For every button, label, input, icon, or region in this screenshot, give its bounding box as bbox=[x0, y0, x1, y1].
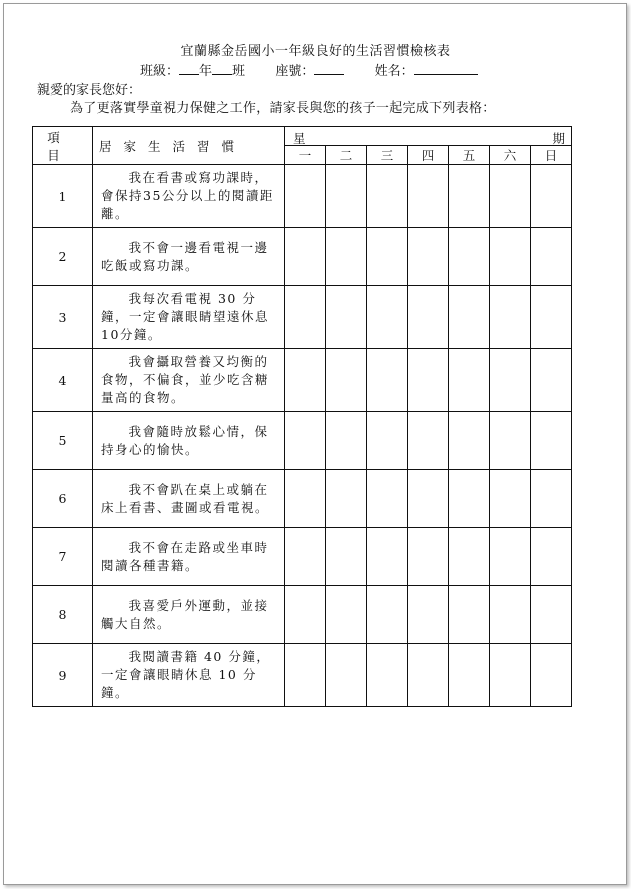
check-cell[interactable] bbox=[367, 644, 408, 707]
check-cell[interactable] bbox=[285, 586, 326, 644]
document-title: 宜蘭縣金岳國小一年級良好的生活習慣檢核表 bbox=[180, 44, 451, 59]
check-cell[interactable] bbox=[490, 528, 531, 586]
check-cell[interactable] bbox=[408, 470, 449, 528]
habit-text: 我不會一邊看電視一邊吃飯或寫功課。 bbox=[101, 239, 269, 273]
check-cell[interactable] bbox=[326, 470, 367, 528]
day-header: 四 bbox=[408, 146, 449, 165]
day-header: 二 bbox=[326, 146, 367, 165]
habit-cell bbox=[93, 586, 285, 644]
table-row bbox=[33, 586, 572, 644]
habit-cell bbox=[93, 528, 285, 586]
check-cell[interactable] bbox=[449, 349, 490, 412]
check-cell[interactable] bbox=[367, 165, 408, 228]
check-cell[interactable] bbox=[408, 286, 449, 349]
check-cell[interactable] bbox=[326, 528, 367, 586]
habit-text: 我在看書或寫功課時，會保持35公分以上的閱讀距離。 bbox=[101, 170, 274, 221]
check-cell[interactable] bbox=[408, 412, 449, 470]
check-cell[interactable] bbox=[326, 644, 367, 707]
check-cell[interactable] bbox=[531, 528, 572, 586]
check-cell[interactable] bbox=[408, 586, 449, 644]
class-blank[interactable] bbox=[212, 62, 232, 75]
check-cell[interactable] bbox=[367, 228, 408, 286]
habit-cell bbox=[93, 644, 285, 707]
check-cell[interactable] bbox=[408, 644, 449, 707]
habit-text: 我會攝取營養又均衡的食物，不偏食，並少吃含糖量高的食物。 bbox=[101, 354, 270, 405]
check-cell[interactable] bbox=[490, 586, 531, 644]
check-cell[interactable] bbox=[326, 412, 367, 470]
check-cell[interactable] bbox=[490, 286, 531, 349]
table-row bbox=[33, 412, 572, 470]
check-cell[interactable] bbox=[408, 228, 449, 286]
habit-text: 我每次看電視 30 分鐘，一定會讓眼睛望遠休息10分鐘。 bbox=[101, 291, 270, 342]
check-cell[interactable] bbox=[367, 528, 408, 586]
habit-cell bbox=[93, 412, 285, 470]
check-cell[interactable] bbox=[285, 228, 326, 286]
check-cell[interactable] bbox=[367, 286, 408, 349]
class-label: 班級： bbox=[140, 64, 180, 79]
check-cell[interactable] bbox=[449, 286, 490, 349]
habit-cell bbox=[93, 470, 285, 528]
seat-label: 座號： bbox=[275, 64, 315, 79]
check-cell[interactable] bbox=[449, 528, 490, 586]
habit-text: 我喜愛戶外運動，並接觸大自然。 bbox=[101, 597, 269, 631]
row-number: 2 bbox=[33, 228, 93, 286]
check-cell[interactable] bbox=[449, 165, 490, 228]
habit-text: 我會隨時放鬆心情，保持身心的愉快。 bbox=[101, 423, 269, 457]
check-cell[interactable] bbox=[408, 165, 449, 228]
check-cell[interactable] bbox=[285, 412, 326, 470]
row-number: 5 bbox=[33, 412, 93, 470]
name-blank[interactable] bbox=[414, 62, 478, 75]
check-cell[interactable] bbox=[531, 165, 572, 228]
row-number: 1 bbox=[33, 165, 93, 228]
row-number: 4 bbox=[33, 349, 93, 412]
check-cell[interactable] bbox=[449, 470, 490, 528]
check-cell[interactable] bbox=[408, 528, 449, 586]
habit-text: 我不會在走路或坐車時閱讀各種書籍。 bbox=[101, 539, 269, 573]
check-cell[interactable] bbox=[367, 470, 408, 528]
week-label-left: 星 bbox=[293, 131, 306, 146]
check-cell[interactable] bbox=[490, 644, 531, 707]
day-header: 三 bbox=[367, 146, 408, 165]
check-cell[interactable] bbox=[490, 412, 531, 470]
check-cell[interactable] bbox=[285, 165, 326, 228]
check-cell[interactable] bbox=[367, 349, 408, 412]
check-cell[interactable] bbox=[449, 412, 490, 470]
check-cell[interactable] bbox=[285, 470, 326, 528]
check-cell[interactable] bbox=[490, 470, 531, 528]
header-habit: 居家生活習慣 bbox=[93, 127, 285, 165]
habit-cell bbox=[93, 228, 285, 286]
day-header: 日 bbox=[531, 146, 572, 165]
check-cell[interactable] bbox=[285, 644, 326, 707]
habit-text: 我不會趴在桌上或躺在床上看書、畫圖或看電視。 bbox=[101, 481, 270, 515]
check-cell[interactable] bbox=[531, 470, 572, 528]
check-cell[interactable] bbox=[531, 286, 572, 349]
check-cell[interactable] bbox=[326, 586, 367, 644]
student-info-line bbox=[140, 60, 478, 79]
check-cell[interactable] bbox=[449, 644, 490, 707]
day-header: 五 bbox=[449, 146, 490, 165]
row-number: 8 bbox=[33, 586, 93, 644]
check-cell[interactable] bbox=[531, 349, 572, 412]
intro-text: 為了更落實學童視力保健之工作，請家長與您的孩子一起完成下列表格： bbox=[70, 101, 496, 116]
check-cell[interactable] bbox=[408, 349, 449, 412]
day-header: 六 bbox=[490, 146, 531, 165]
row-number: 6 bbox=[33, 470, 93, 528]
check-cell[interactable] bbox=[285, 349, 326, 412]
row-number: 7 bbox=[33, 528, 93, 586]
table-row bbox=[33, 644, 572, 707]
seat-blank[interactable] bbox=[314, 62, 344, 75]
class-unit: 班 bbox=[232, 64, 246, 79]
check-cell[interactable] bbox=[490, 349, 531, 412]
header-week bbox=[285, 127, 572, 146]
check-cell[interactable] bbox=[531, 412, 572, 470]
check-cell[interactable] bbox=[490, 165, 531, 228]
check-cell[interactable] bbox=[490, 228, 531, 286]
check-cell[interactable] bbox=[285, 528, 326, 586]
row-number: 3 bbox=[33, 286, 93, 349]
habit-cell bbox=[93, 165, 285, 228]
table-row bbox=[33, 349, 572, 412]
header-item: 項目 bbox=[33, 127, 93, 165]
check-cell[interactable] bbox=[367, 412, 408, 470]
day-header: 一 bbox=[285, 146, 326, 165]
check-cell[interactable] bbox=[531, 586, 572, 644]
name-label: 姓名： bbox=[374, 64, 414, 79]
check-cell[interactable] bbox=[326, 286, 367, 349]
check-cell[interactable] bbox=[449, 228, 490, 286]
grade-blank[interactable] bbox=[179, 62, 199, 75]
table-row bbox=[33, 470, 572, 528]
greeting: 親愛的家長您好： bbox=[37, 83, 142, 98]
habit-cell bbox=[93, 349, 285, 412]
check-cell[interactable] bbox=[531, 228, 572, 286]
check-cell[interactable] bbox=[449, 586, 490, 644]
table-row bbox=[33, 165, 572, 228]
table-row bbox=[33, 228, 572, 286]
check-cell[interactable] bbox=[367, 586, 408, 644]
check-cell[interactable] bbox=[531, 644, 572, 707]
table-row bbox=[33, 528, 572, 586]
grade-label: 年 bbox=[199, 64, 213, 79]
check-cell[interactable] bbox=[326, 228, 367, 286]
table-row bbox=[33, 286, 572, 349]
check-cell[interactable] bbox=[326, 165, 367, 228]
habit-checklist-table bbox=[32, 126, 572, 707]
week-label-right: 期 bbox=[552, 131, 565, 146]
check-cell[interactable] bbox=[326, 349, 367, 412]
check-cell[interactable] bbox=[285, 286, 326, 349]
row-number: 9 bbox=[33, 644, 93, 707]
habit-text: 我閱讀書籍 40 分鐘，一定會讓眼睛休息 10 分鐘。 bbox=[101, 649, 271, 700]
habit-cell bbox=[93, 286, 285, 349]
